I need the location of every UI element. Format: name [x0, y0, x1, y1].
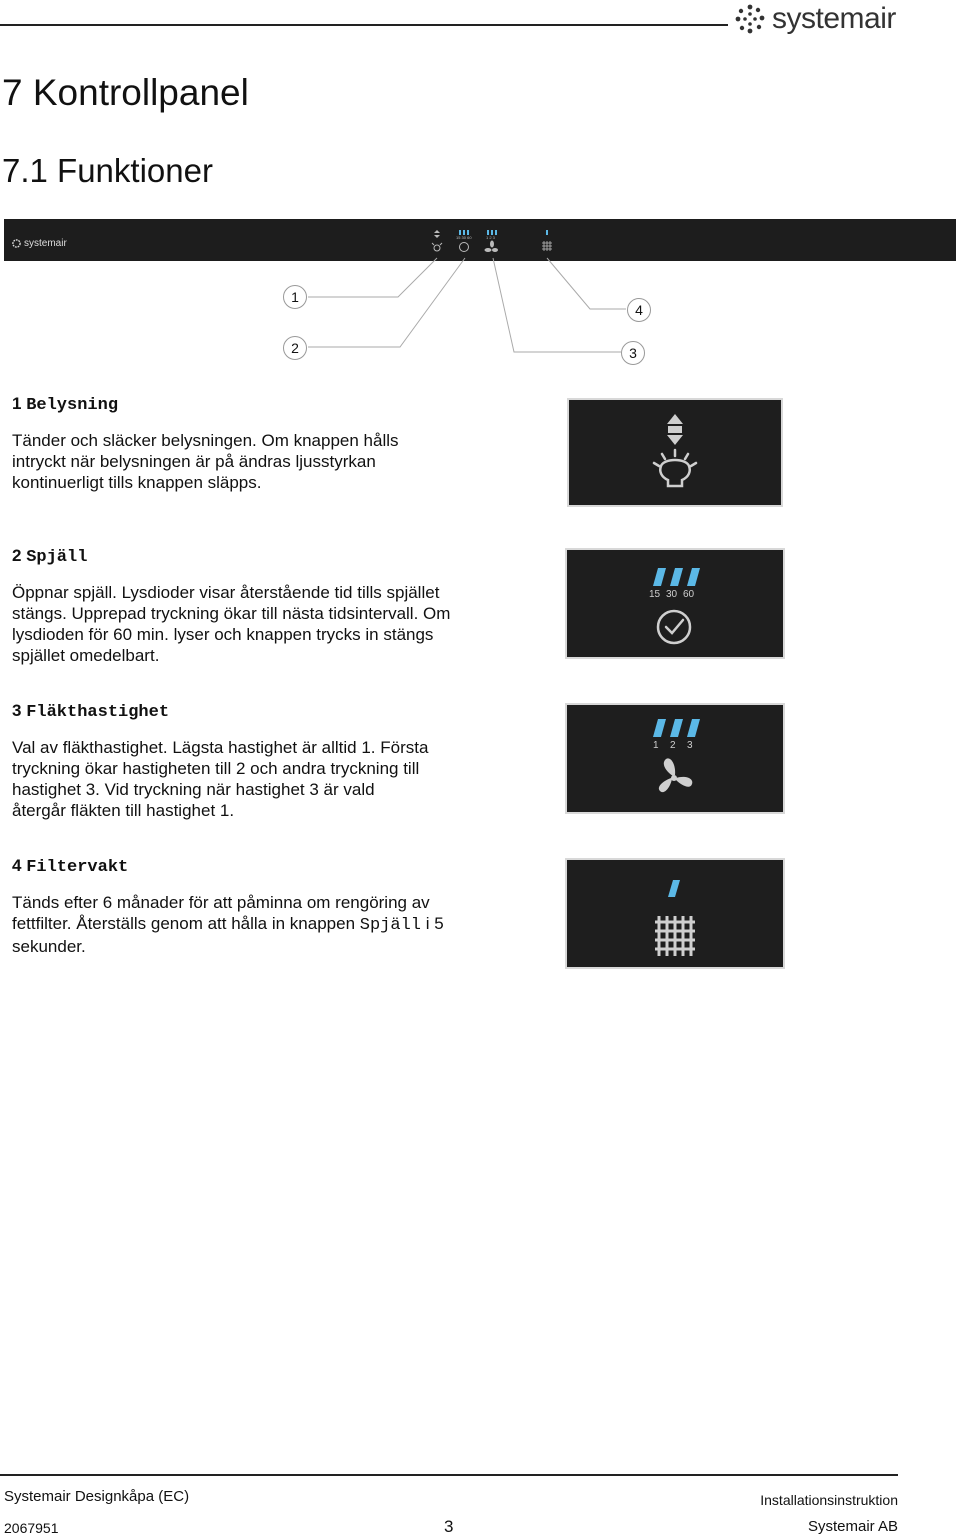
chapter-title: 7 Kontrollpanel: [2, 72, 249, 113]
header-rule: [0, 24, 728, 26]
callout-4: 4: [627, 298, 651, 322]
footer-rule: [0, 1474, 898, 1476]
footer-page-number: 3: [444, 1517, 454, 1536]
section-2-number: 2: [12, 546, 22, 565]
fan-speed-display: [567, 705, 783, 812]
section-4-heading: [12, 856, 128, 877]
callout-leaders: [0, 255, 960, 375]
callout-2: 2: [283, 336, 307, 360]
timer-display: [567, 550, 783, 657]
section-1-heading: [12, 394, 118, 415]
section-3-name: Fläkthastighet: [26, 703, 170, 722]
speed-led-bars: [653, 719, 700, 737]
panel-buttons: [428, 228, 568, 256]
section-3-heading: [12, 701, 169, 722]
section-4-text-after: i 5 sekunder.: [12, 914, 444, 956]
panel-light-icon: [432, 230, 442, 251]
section-2-text: Öppnar spjäll. Lysdioder visar återstående tid tills spjället stängs. Upprepad tryckning ökar till nästa tidsintervall. Om lysdioden för 60 min. lyser och knappen trycks in stängs spjället omedelbart.: [12, 583, 451, 665]
section-4-number: 4: [12, 856, 22, 875]
section-4-text: [12, 892, 452, 957]
callout-1: 1: [283, 285, 307, 309]
panel-filter-icon: [542, 230, 552, 251]
fan-speed-button-tile: [565, 703, 785, 814]
timer-led-bars: [653, 568, 700, 586]
section-1-number: 1: [12, 394, 22, 413]
systemair-logo: [734, 0, 896, 38]
filter-grid-icon: [655, 916, 695, 956]
panel-speed-labels: 1 2 3: [486, 235, 495, 240]
footer-doc-type: Installationsinstruktion: [760, 1492, 898, 1508]
callout-3: 3: [621, 341, 645, 365]
speed-label-3: 3: [687, 740, 693, 751]
section-4-name: Filtervakt: [26, 858, 129, 877]
logo-mark-icon: [734, 3, 766, 35]
light-bulb-icon: [569, 400, 781, 505]
speed-label-2: 2: [670, 740, 676, 751]
section-2-heading: [12, 546, 87, 567]
panel-timer-labels: 15 30 60: [456, 235, 472, 240]
logo-wordmark: systemair: [772, 2, 896, 35]
section-3-text: Val av fläkthastighet. Lägsta hastighet är alltid 1. Första tryckning ökar hastigheten till 2 och andra tryckning till hastighet 3. Vid tryckning när hastighet 3 är vald återgår fläkten till hastighet 1.: [12, 738, 429, 820]
section-title: 7.1 Funktioner: [2, 152, 213, 189]
fan-icon: [659, 758, 692, 792]
filter-button-tile: [565, 858, 785, 969]
clock-icon: [658, 611, 690, 643]
timer-label-30: 30: [666, 589, 678, 600]
filter-display: [567, 860, 783, 967]
panel-logo: [12, 238, 67, 249]
section-3-number: 3: [12, 701, 22, 720]
speed-label-1: 1: [653, 740, 659, 751]
damper-button-tile: [565, 548, 785, 659]
panel-logo-text: systemair: [24, 238, 67, 249]
section-4-text-mono: Spjäll: [359, 916, 421, 935]
light-button-tile: [567, 398, 783, 507]
filter-led: [668, 880, 680, 897]
section-1-text: Tänder och släcker belysningen. Om knappen hålls intryckt när belysningen är på ändras ljusstyrkan kontinuerligt tills knappen släpps.: [12, 431, 399, 492]
panel-fan-icon: [485, 230, 499, 252]
footer-doc-number: 2067951: [4, 1520, 59, 1536]
section-4-text-before: Tänds efter 6 månader för att påminna om rengöring av fettfilter. Återställs genom att hålla in knappen: [12, 893, 430, 933]
footer-company: Systemair AB: [807, 1518, 898, 1535]
section-1-name: Belysning: [26, 396, 119, 415]
footer-product: Systemair Designkåpa (EC): [4, 1488, 190, 1505]
panel-logo-mark-icon: [12, 239, 21, 248]
timer-label-15: 15: [649, 589, 661, 600]
panel-timer-icon: [456, 230, 472, 252]
section-2-name: Spjäll: [26, 548, 88, 567]
timer-label-60: 60: [683, 589, 695, 600]
